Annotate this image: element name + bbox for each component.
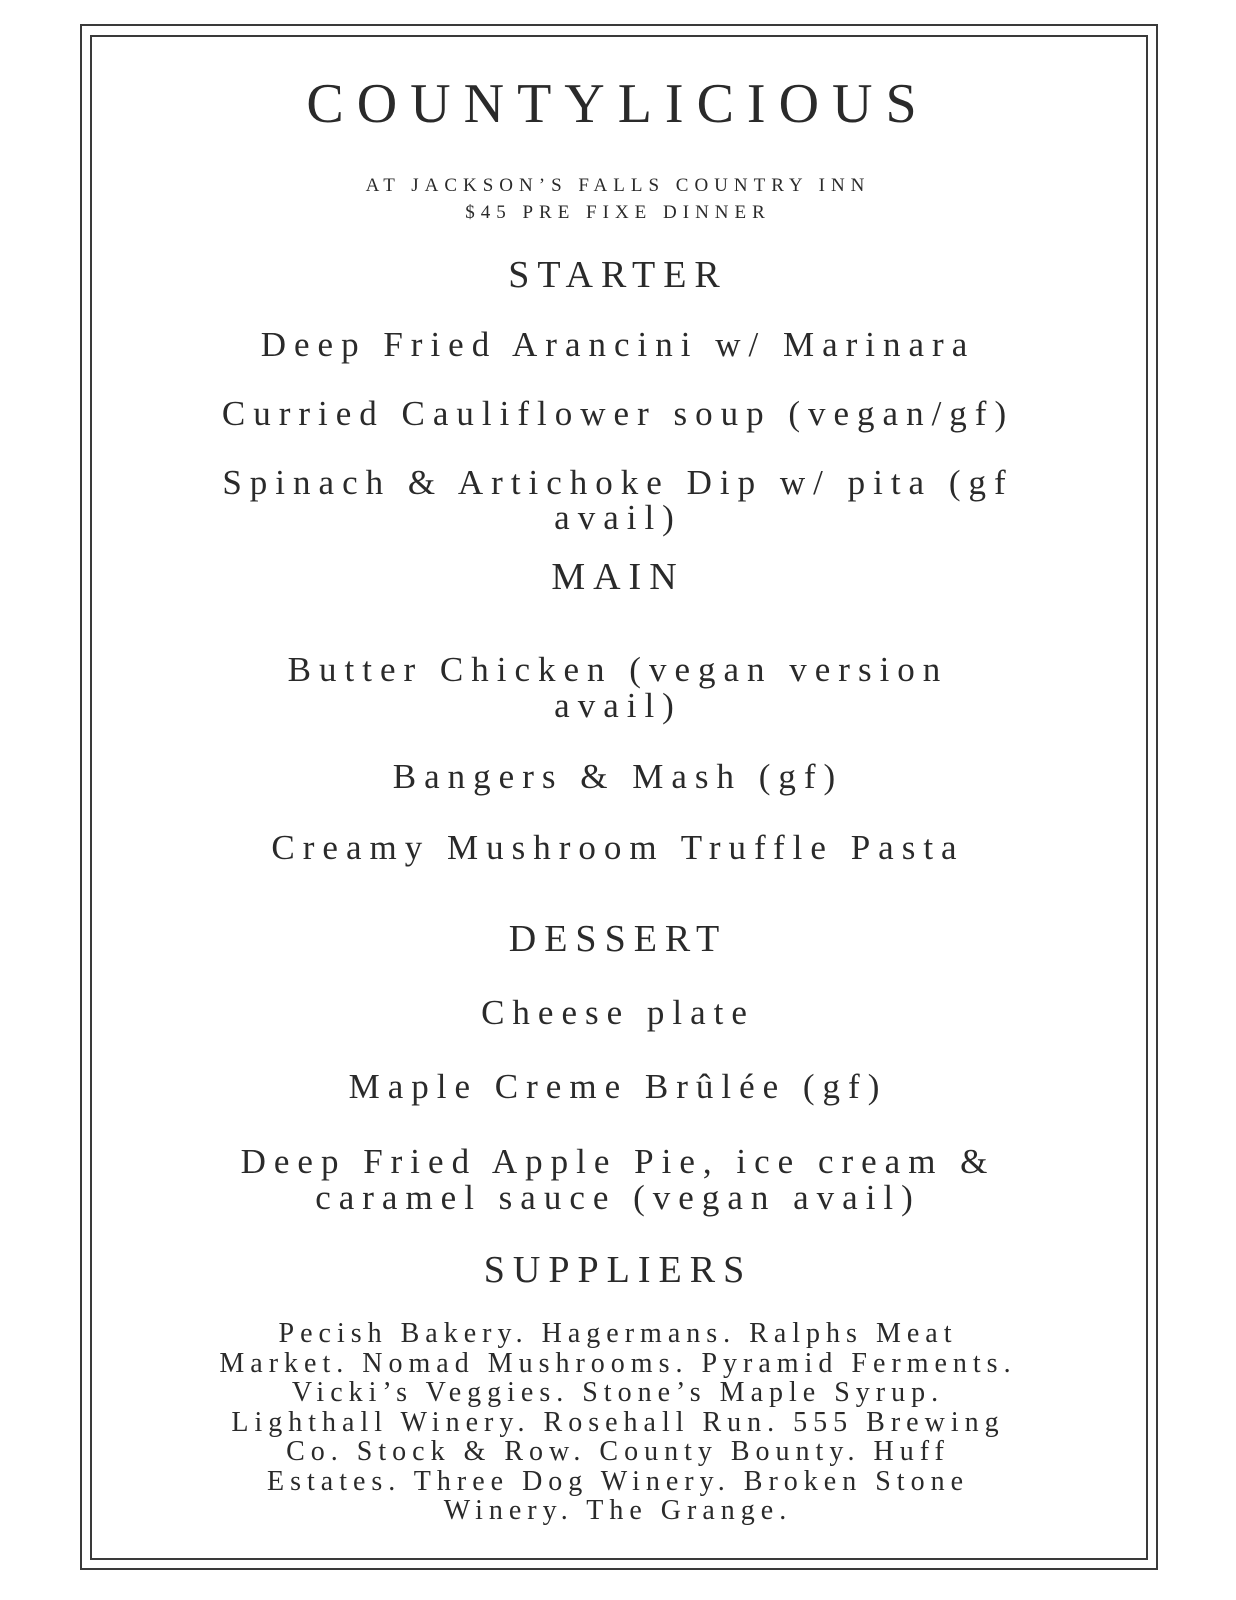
dessert-item-1: Cheese plate [481,993,755,1032]
dessert-item-2: Maple Creme Brûlée (gf) [348,1067,888,1106]
starter-item-3-line-2: avail) [554,498,682,537]
main-item-3: Creamy Mushroom Truffle Pasta [271,828,965,867]
starter-item-3-line-1: Spinach & Artichoke Dip w/ pita (gf [222,463,1014,502]
main-item-2: Bangers & Mash (gf) [392,757,844,796]
price-subtitle: $45 PRE FIXE DINNER [465,202,771,223]
starter-heading: STARTER [508,254,728,296]
menu-title: COUNTYLICIOUS [306,73,930,135]
starter-item-1: Deep Fried Arancini w/ Marinara [260,325,976,364]
suppliers-line-3: Vicki’s Veggies. Stone’s Maple Syrup. [291,1377,945,1408]
dessert-item-3-line-2: caramel sauce (vegan avail) [315,1178,921,1217]
suppliers-line-6: Estates. Three Dog Winery. Broken Stone [266,1466,970,1497]
suppliers-line-5: Co. Stock & Row. County Bounty. Huff [286,1436,950,1467]
suppliers-line-4: Lighthall Winery. Rosehall Run. 555 Brewing [231,1407,1005,1438]
suppliers-heading: SUPPLIERS [483,1249,753,1291]
main-heading: MAIN [551,556,685,598]
main-item-1-line-1: Butter Chicken (vegan version [287,650,949,689]
dessert-heading: DESSERT [508,918,728,960]
suppliers-line-7: Winery. The Grange. [443,1495,793,1526]
suppliers-line-2: Market. Nomad Mushrooms. Pyramid Ferments. [219,1348,1017,1379]
venue-subtitle: AT JACKSON’S FALLS COUNTRY INN [365,175,871,196]
starter-item-2: Curried Cauliflower soup (vegan/gf) [221,394,1015,433]
suppliers-line-1: Pecish Bakery. Hagermans. Ralphs Meat [278,1318,958,1349]
main-item-1-line-2: avail) [554,686,682,725]
dessert-item-3-line-1: Deep Fried Apple Pie, ice cream & [240,1142,996,1181]
